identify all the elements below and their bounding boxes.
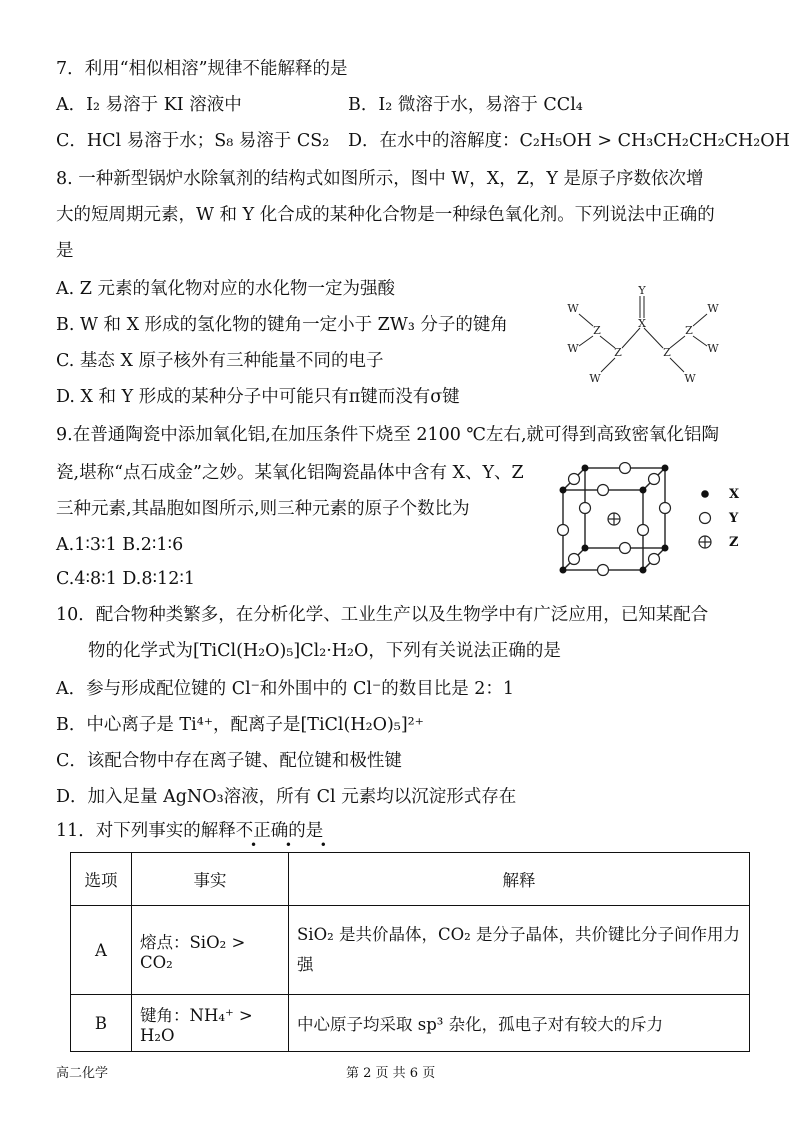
row-explanation: 中心原子均采取 sp³ 杂化，孤电子对有较大的斥力 [289, 995, 750, 1052]
q9-stem-line3: 三种元素,其晶胞如图所示,则三种元素的原子个数比为 [56, 499, 470, 519]
header-fact: 事实 [132, 853, 289, 906]
legend-y: Y [729, 511, 739, 526]
row-option: B [71, 995, 132, 1052]
q9-options-cd: C.4∶8∶1 D.8∶12∶1 [56, 569, 196, 589]
q11-stem: 11．对下列事实的解释不正确的是 [56, 821, 324, 841]
struct-atom-z-right: Z [663, 346, 671, 359]
struct-atom-w2: W [567, 342, 579, 355]
table-header-row [71, 853, 750, 906]
q7-options-ab [56, 92, 583, 118]
q9-stem-line1: 9.在普通陶瓷中添加氧化铝,在加压条件下烧至 2100 ℃左右,就可得到高致密氧化铝陶 [56, 425, 720, 445]
q7-option-b: B．I₂ 微溶于水，易溶于 CCl₄ [348, 95, 583, 115]
struct-atom-z-outer-left: Z [593, 324, 601, 337]
header-explanation: 解释 [289, 853, 750, 906]
q10-option-c: C．该配合物中存在离子键、配位键和极性键 [56, 751, 402, 771]
q9-stem-line2: 瓷,堪称“点石成金”之妙。某氧化铝陶瓷晶体中含有 X、Y、Z [56, 463, 524, 483]
table-row [71, 995, 750, 1052]
q8-option-d: D. X 和 Y 形成的某种分子中可能只有π键而没有σ键 [56, 387, 460, 407]
q10-option-b: B．中心离子是 Ti⁴⁺，配离子是[TiCl(H₂O)₅]²⁺ [56, 715, 424, 735]
q8-option-a: A. Z 元素的氧化物对应的水化物一定为强酸 [56, 279, 395, 299]
q8-option-c: C. 基态 X 原子核外有三种能量不同的电子 [56, 351, 384, 371]
q8-stem-line1: 8. 一种新型锅炉水除氧剂的结构式如图所示，图中 W，X，Z，Y 是原子序数依次增 [56, 169, 704, 189]
q7-options-cd [56, 128, 790, 154]
footer-page-number: 第 2 页 共 6 页 [346, 1066, 436, 1081]
legend-x: X [729, 487, 740, 502]
struct-atom-w6: W [684, 372, 696, 385]
header-option: 选项 [71, 853, 132, 906]
legend-z: Z [729, 535, 739, 550]
struct-atom-w5: W [589, 372, 601, 385]
q7-option-a: A．I₂ 易溶于 KI 溶液中 [56, 95, 242, 115]
struct-atom-z-left: Z [614, 346, 622, 359]
row-option: A [71, 906, 132, 995]
q9-unit-cell-diagram [555, 462, 755, 582]
struct-atom-w4: W [707, 342, 719, 355]
q7-option-d: D．在水中的溶解度：C₂H₅OH > CH₃CH₂CH₂CH₂OH [348, 131, 790, 151]
q8-structure-diagram [555, 282, 740, 387]
row-explanation: SiO₂ 是共价晶体，CO₂ 是分子晶体，共价键比分子间作用力强 [289, 906, 750, 995]
struct-atom-y: Y [638, 284, 646, 297]
q10-option-a: A．参与形成配位键的 Cl⁻和外围中的 Cl⁻的数目比是 2：1 [56, 679, 515, 699]
footer-subject: 高二化学 [56, 1066, 109, 1081]
q7-option-c: C．HCl 易溶于水；S₈ 易溶于 CS₂ [56, 131, 330, 151]
q8-stem-line3: 是 [56, 241, 74, 261]
struct-atom-x: X [638, 317, 646, 330]
struct-atom-w1: W [567, 302, 579, 315]
q11-table [70, 852, 750, 1052]
q8-stem-line2: 大的短周期元素，W 和 Y 化合成的某种化合物是一种绿色氧化剂。下列说法中正确的 [56, 205, 715, 225]
q10-stem-line1: 10．配合物种类繁多，在分析化学、工业生产以及生物学中有广泛应用，已知某配合 [56, 605, 709, 625]
row-fact: 熔点：SiO₂ > CO₂ [132, 906, 289, 995]
struct-atom-z-outer-right: Z [685, 324, 693, 337]
q10-option-d: D．加入足量 AgNO₃溶液，所有 Cl 元素均以沉淀形式存在 [56, 787, 517, 807]
q8-option-b: B. W 和 X 形成的氢化物的键角一定小于 ZW₃ 分子的键角 [56, 315, 508, 335]
struct-atom-w3: W [707, 302, 719, 315]
row-fact: 键角：NH₄⁺ > H₂O [132, 995, 289, 1052]
q9-options-ab: A.1∶3∶1 B.2∶1∶6 [56, 535, 184, 555]
q11-emphasis-dots: • • • [250, 838, 339, 852]
q7-stem: 7．利用“相似相溶”规律不能解释的是 [56, 59, 348, 79]
q10-stem-line2: 物的化学式为[TiCl(H₂O)₅]Cl₂·H₂O，下列有关说法正确的是 [88, 641, 561, 661]
table-row [71, 906, 750, 995]
